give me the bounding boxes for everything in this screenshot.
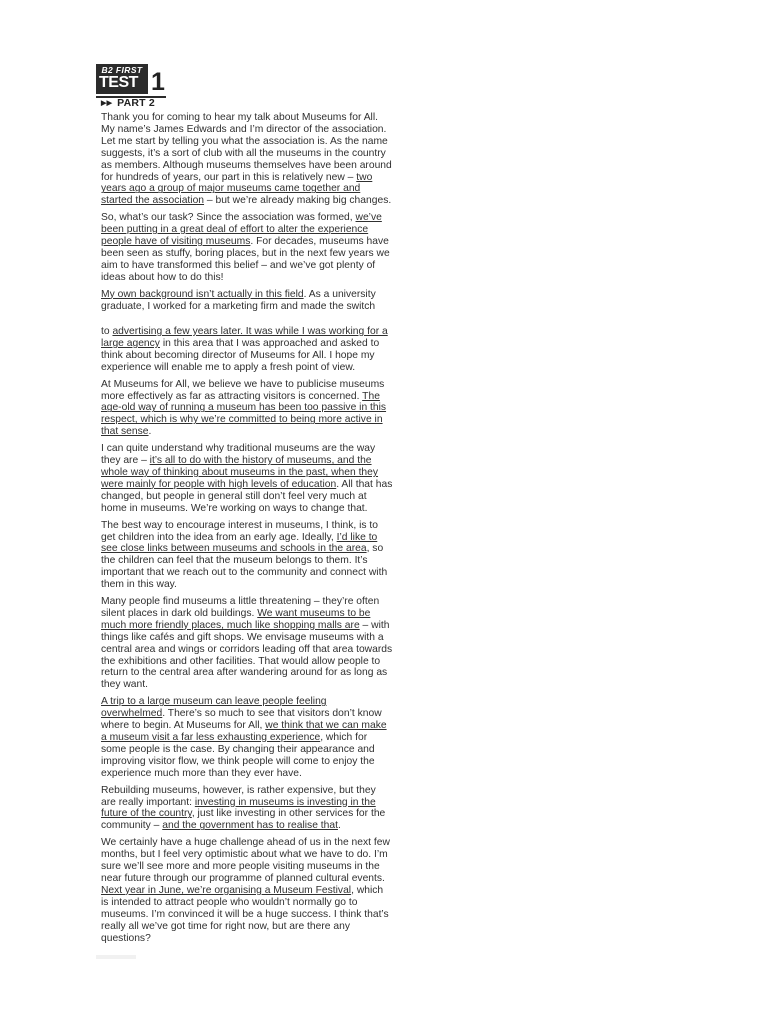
underlined-answer-text: two years ago a group of major museums came together and started the association [101,171,373,207]
transcript-text: Rebuilding museums, however, is rather expensive, but they are really important: [101,784,376,808]
part-label: PART 2 [117,97,155,109]
transcript-text: . [337,820,341,832]
underlined-answer-text: we think that we can make a museum visit a far less exhausting experience [101,720,387,743]
transcript-text: We certainly have a huge challenge ahead of us in the next few months, but I feel very optimistic about what we have to do. I’m sure we’ll see more and more people visiting museums in the near future through our programme of planned cultural events. [101,837,390,884]
transcript-paragraph [101,520,393,591]
transcript-text: – with things like cafés and gift shops. We envisage museums with a central area and wings or corridors leading off that area towards the exhibitions and other facilities. That would allow people to return to the central area after wandering around for as long as they want. [101,619,393,691]
transcript-paragraph [101,212,393,283]
underlined-answer-text: A trip to a large museum can leave people feeling overwhelmed [101,696,327,720]
underlined-answer-text: advertising a few years later. It was while I was working for a large agency [101,326,388,349]
transcript-text: . There’s so much to see that visitors don’t know where to begin. At Museums for All, [101,708,382,732]
transcript-text: – but we’re already making big changes. [204,195,392,207]
page-footer-mark [96,955,136,959]
transcript-text: , so the children can feel that the museum belongs to them. It’s important that we reach out to the community and connect with them in this way. [101,543,388,591]
underlined-answer-text: investing in museums is investing in the future of the country [101,796,376,820]
transcript-text: At Museums for All, we believe we have to publicise museums more effectively as far as attracting visitors is concerned. [101,378,385,402]
test-logo-badge [96,64,148,94]
test-label: TEST [99,74,138,91]
transcript-text: Many people find museums a little threatening – they’re often silent places in dark old buildings. [101,596,380,619]
transcript-text: I can quite understand why traditional museums are the way they are – [101,443,376,467]
transcript-column-bottom [101,326,393,949]
play-arrows-icon: ▶▶ [101,100,113,107]
transcript-paragraph [101,112,393,207]
transcript-text: . [148,426,152,438]
underlined-answer-text: Next year in June, we’re organising a Museum Festival [101,884,352,896]
underlined-answer-text: it’s all to do with the history of museums, and the whole way of thinking about museums in the past, when they were mainly for people with high levels of education [101,455,379,490]
underlined-answer-text: The age-old way of running a museum has been too passive in this respect, which is why we’re committed to being more active in that sense [101,390,387,438]
underlined-answer-text: We want museums to be much more friendly places, much like shopping malls are [101,607,371,631]
transcript-text: Thank you for coming to hear my talk about Museums for All. My name’s James Edwards and I’m director of the association. Let me start by telling you what the association is. As the name suggests, it’s a sort of club with all the museums in the country as members. Although museums themselves have been around for hundreds of years, our part in this is relatively new – [101,112,392,183]
transcript-text: in this area that I was approached and asked to think about becoming director of Museums for All. I hope my experience will enable me to apply a fresh point of view. [101,337,380,373]
underlined-answer-text: I’d like to see close links between museums and schools in the area [101,531,378,555]
transcript-text: . All that has changed, but people in general still don’t feel very much at home in museums. We’re working on ways to change that. [101,478,393,514]
transcript-paragraph [101,837,393,944]
transcript-text: . As a university graduate, I worked for a marketing firm and made the switch [101,288,376,312]
transcript-paragraph [101,785,393,833]
transcript-paragraph [101,289,393,313]
transcript-text: , which is intended to attract people who wouldn’t normally go to museums. I’m convinced it will be a huge success. I think that’s really all we’ve got time for right now, but are there any questions? [101,884,389,944]
transcript-text: . For decades, museums have been seen as stuffy, boring places, but in the next few years we aim to have transformed this belief – and we’ve got plenty of ideas about how to do this! [101,236,390,283]
underlined-answer-text: and the government has to realise that [162,820,338,832]
transcript-paragraph [101,696,393,779]
transcript-text: , just like investing in other services for the community – [101,808,386,832]
transcript-column-top [101,112,393,318]
level-label: B2 FIRST [101,65,143,75]
underlined-answer-text: we’ve been putting in a great deal of effort to alter the experience people have of visiting museums [101,212,382,248]
underlined-answer-text: My own background isn’t actually in this field [101,288,304,300]
transcript-paragraph [101,379,393,439]
transcript-text: The best way to encourage interest in museums, I think, is to get children into the idea from an early age. Ideally, [101,519,379,543]
transcript-paragraph [101,596,393,691]
test-number: 1 [151,68,165,96]
transcript-paragraph [101,443,393,514]
transcript-text: , which for some people is the case. By changing their appearance and improving visitor flow, we think people will come to enjoy the experience much more than they ever have. [101,732,375,779]
transcript-paragraph [101,326,393,374]
transcript-text: to [101,326,113,337]
transcript-text: So, what’s our task? Since the association was formed, [101,212,356,224]
part-heading [101,97,155,109]
